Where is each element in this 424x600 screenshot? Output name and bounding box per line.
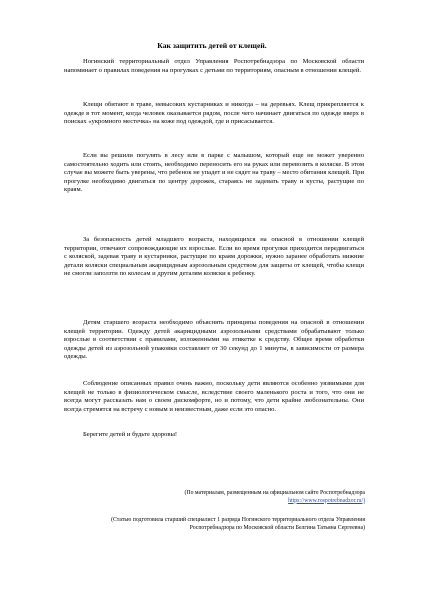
- paragraph: За безопасность детей младшего возраста, находящихся на опасной в отношении клещей территории, отвечают сопровождающие их взрослые. Если во время прогулки приходится передвигаться с коляской, задевая траву и кустарники, растущие по краям дорожки, нужно заранее обработать нижние детали коляски специальным акарицидным аэрозольным средством для защиты от клещей, чтобы клещи не смогли заползти по колесам и другим деталям коляски к ребенку.: [64, 236, 364, 278]
- source-link[interactable]: https://www.rospotrebnadzor.ru/): [288, 497, 365, 504]
- paragraph: Если вы решили погулять в лесу или в парке с малышом, который еще не может уверенно самостоятельно ходить или стоять, необходимо переносить его на руках или перевозить в коляске. В этом случае вы можете быть уверены, что ребенок не упадет и не сядет на траву – место обитания клещей. При прогулке необходимо двигаться по центру дорожек, стараясь не задевать траву и кусты, растущие по краям.: [64, 152, 364, 194]
- author-credit: (Статью подготовила старший специалист 1 разряда Ногинского территориального отдела Управления Роспотребнадзора по Московской области Белгина Татьяна Сергеевна): [111, 517, 365, 531]
- document-title: Как защитить детей от клещей.: [157, 41, 267, 50]
- closing-line: Берегите детей и будьте здоровы!: [83, 431, 178, 438]
- source-note: [184, 490, 365, 505]
- paragraph: Соблюдение описанных правил очень важно, поскольку дети являются особенно уязвимыми для клещей не только в физиологическом смысле, вследствие своего маленького роста и того, что они не всегда могут рассказать нам о своем дискомфорте, но и потому, что дети крайне любознательны. Они всегда стремятся на встречу с новым и неизвестным, даже если это опасно.: [64, 380, 364, 413]
- paragraph: Детям старшего возраста необходимо объяснять принципы поведения на опасной в отношении клещей территории. Одежду детей акарицидными аэрозольными средствами обрабатывают только взрослые в соответствии с правилами, изложенными на этикетке к средству. Общее время обработки одежды детей из аэрозольной упаковки составляет от 30 секунд до 1 минуты, в зависимости от размера одежды.: [64, 319, 364, 361]
- source-note-text: (По материалам, размещенным на официальном сайте Роспотребнадзора: [184, 490, 365, 496]
- paragraph: Клещи обитают в траве, невысоких кустарниках и никогда – на деревьях. Клещ прикрепляется к одежде в тот момент, когда человек оказывается рядом, после чего начинает двигаться по одежде вверх в поисках «укромного местечка» на коже под одеждой, где и присасывается.: [64, 101, 364, 126]
- paragraph: Ногинский территориальный отдел Управления Роспотребнадзора по Московской области напоминает о правилах поведения на прогулках с детьми по территориям, опасным в отношении клещей.: [64, 58, 364, 74]
